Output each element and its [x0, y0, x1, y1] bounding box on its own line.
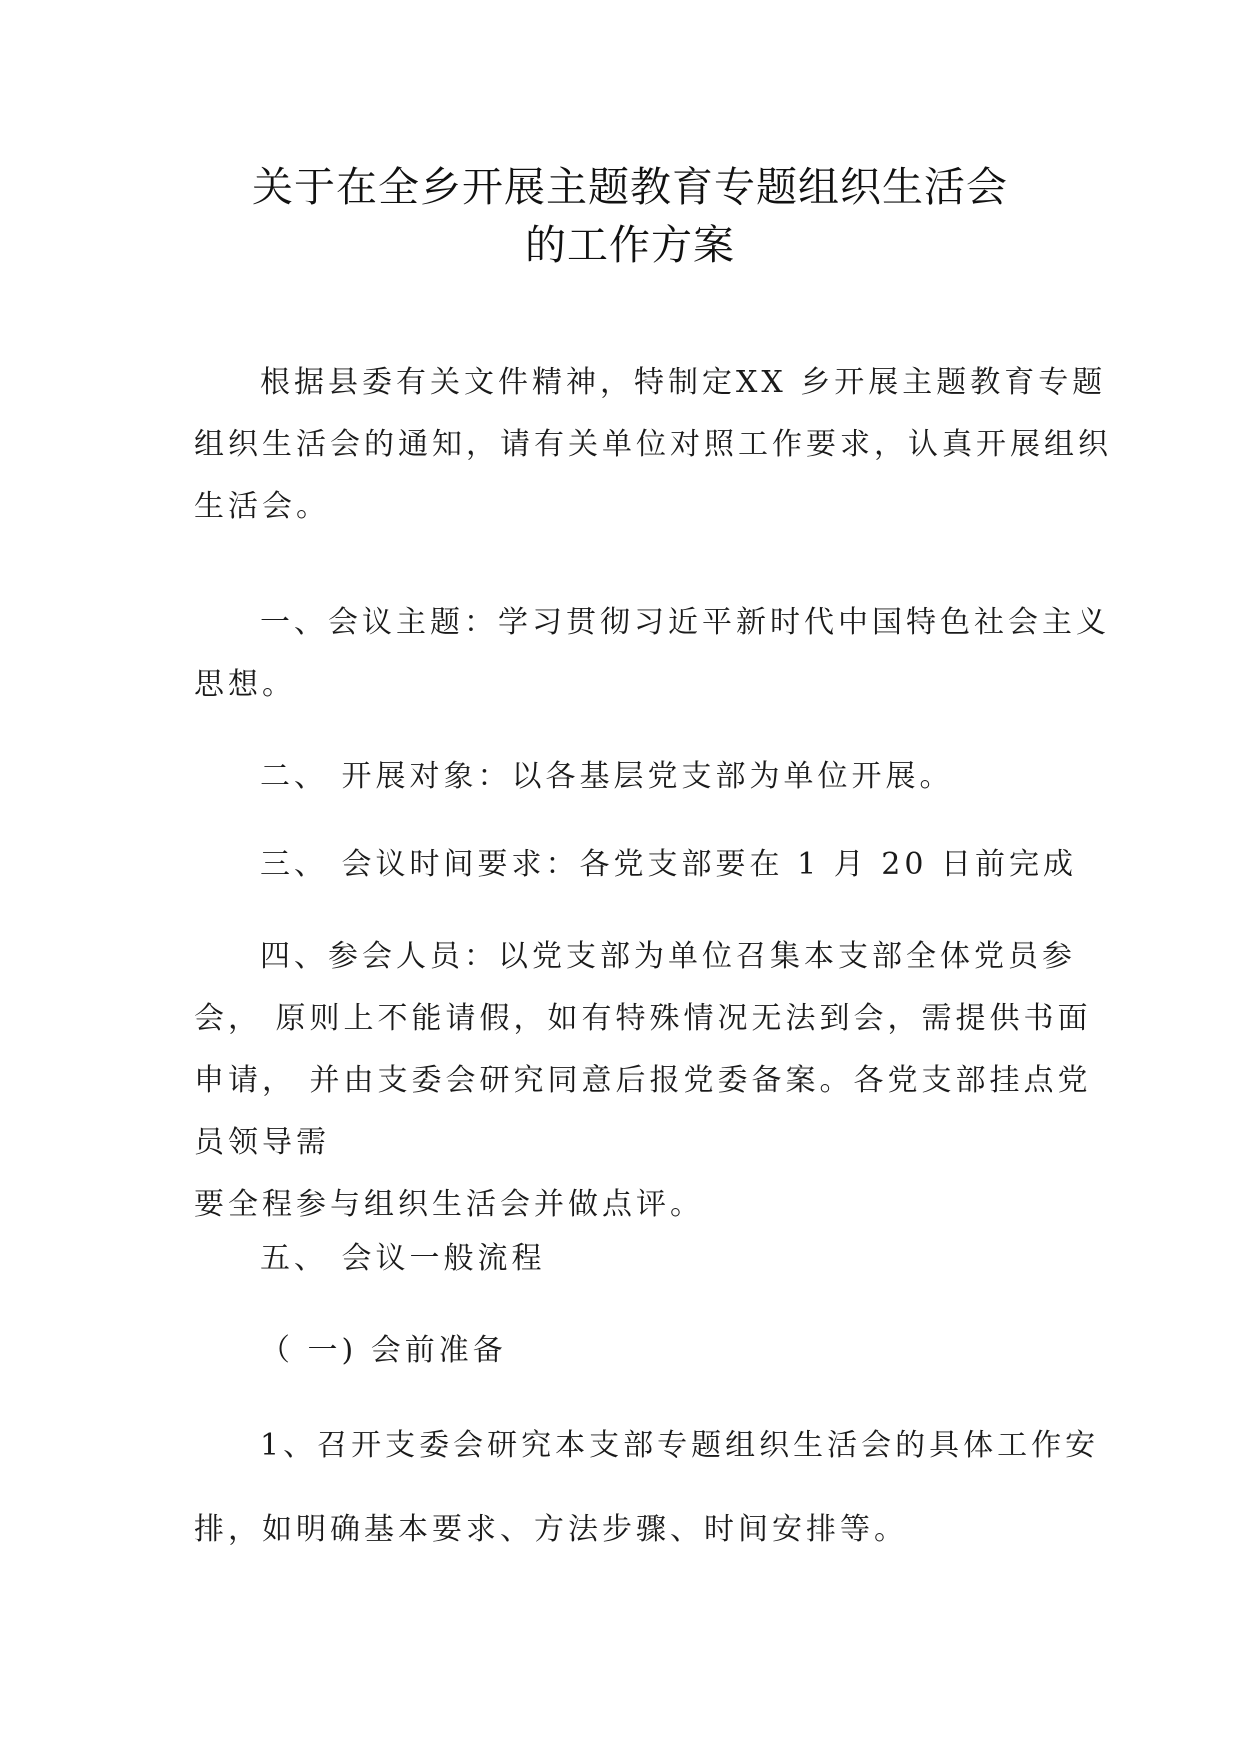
- section-3-paragraph: [194, 834, 1077, 896]
- section-1-line-2: 思想。: [194, 667, 296, 702]
- intro-paragraph: [194, 352, 1112, 538]
- section-2-paragraph: [194, 746, 1064, 808]
- title-line-1: 关于在全乡开展主题教育专题组织生活会: [252, 163, 1008, 211]
- item-1-paragraph: [194, 1404, 1100, 1572]
- section-5-heading: [194, 1228, 1064, 1290]
- intro-line-2: 组织生活会的通知，请有关单位对照工作要求，认真开展组织: [194, 427, 1112, 462]
- section-3-line: 三、 会议时间要求：各党支部要在 1 月 20 日前完成: [260, 847, 1077, 882]
- subsection-1-heading: [194, 1320, 1064, 1382]
- section-2-line: 二、 开展对象：以各基层党支部为单位开展。: [260, 759, 954, 794]
- section-4-line-3: 申请， 并由支委会研究同意后报党委备案。各党支部挂点党: [194, 1063, 1092, 1098]
- item-1-line-1: 1、召开支委会研究本支部专题组织生活会的具体工作安: [260, 1428, 1100, 1463]
- section-4-paragraph: [194, 926, 1092, 1236]
- document-title: [180, 158, 1080, 274]
- subsection-1-line: （ 一) 会前准备: [260, 1333, 507, 1368]
- section-4-line-1: 四、参会人员：以党支部为单位召集本支部全体党员参: [260, 939, 1076, 974]
- title-line-2: 的工作方案: [525, 221, 735, 269]
- intro-line-3: 生活会。: [194, 489, 330, 524]
- intro-line-1: 根据县委有关文件精神，特制定XX 乡开展主题教育专题: [260, 365, 1107, 400]
- section-4-line-2: 会， 原则上不能请假，如有特殊情况无法到会，需提供书面: [194, 1001, 1092, 1036]
- section-4-line-4: 员领导需: [194, 1125, 330, 1160]
- section-5-line: 五、 会议一般流程: [260, 1241, 546, 1276]
- item-1-line-2: 排，如明确基本要求、方法步骤、时间安排等。: [194, 1512, 908, 1547]
- section-4-line-5: 要全程参与组织生活会并做点评。: [194, 1187, 704, 1222]
- section-1-paragraph: [194, 592, 1110, 716]
- section-1-line-1: 一、会议主题：学习贯彻习近平新时代中国特色社会主义: [260, 605, 1110, 640]
